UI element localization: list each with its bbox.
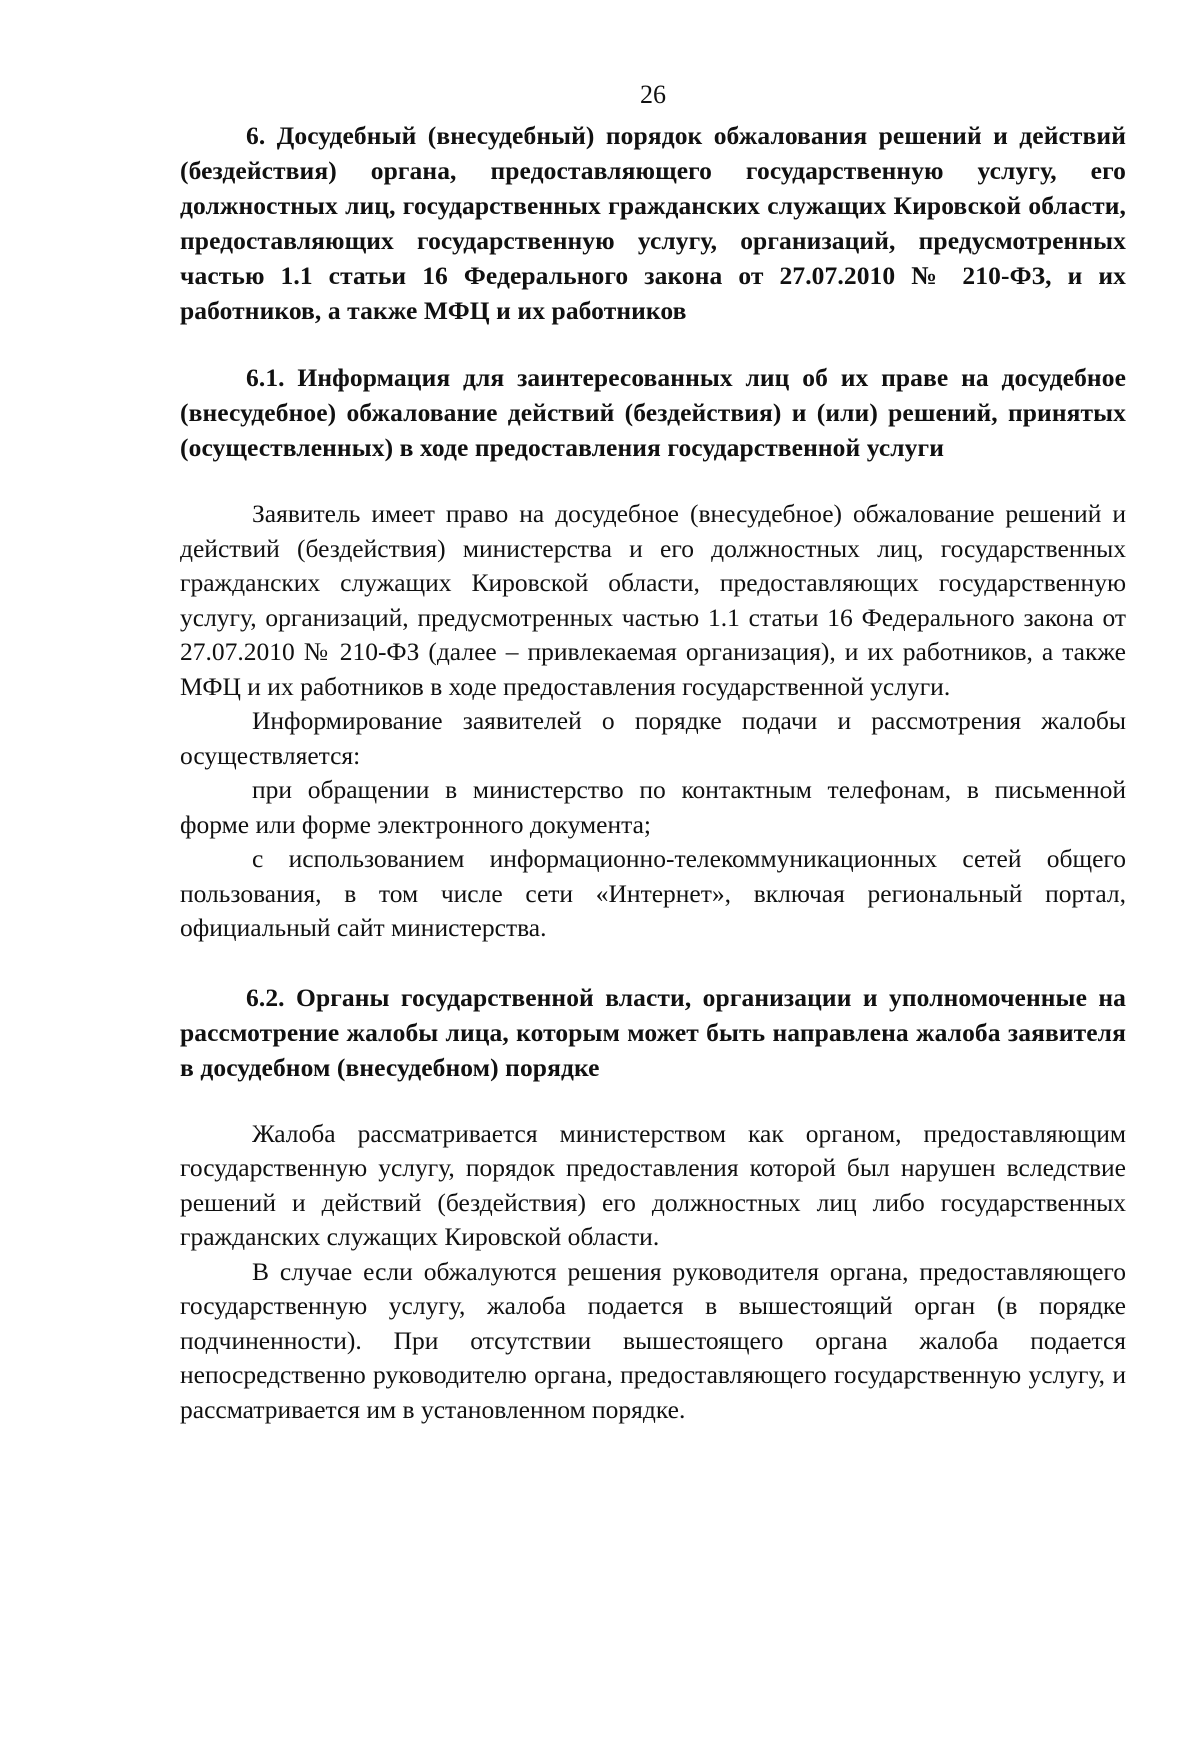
page-number: 26 bbox=[640, 80, 666, 109]
section-6-2-heading: 6.2. Органы государственной власти, организации и уполномоченные на рассмотрение жалобы лица, которым может быть направлена жалоба заявителя в досудебном (внесудебном) порядке bbox=[180, 982, 1126, 1082]
section-6-heading: 6. Досудебный (внесудебный) порядок обжалования решений и действий (бездействия) органа, предоставляющего государственную услугу, его должностных лиц, государственных гражданских служащих Кировской области, предоставляющих государственную услугу, организаций, предусмотренных частью 1.1 статьи 16 Федерального закона от 27.07.2010 № 210-ФЗ, и их работников, а также МФЦ и их работников bbox=[180, 121, 1126, 325]
section-6-1-paragraph-4: с использованием информационно-телекоммуникационных сетей общего пользования, в том числе сети «Интернет», включая региональный портал, официальный сайт министерства. bbox=[180, 844, 1126, 942]
section-6-2-paragraph-2: В случае если обжалуются решения руководителя органа, предоставляющего государственную услугу, жалоба подается в вышестоящий орган (в порядке подчиненности). При отсутствии вышестоящего органа жалоба подается непосредственно руководителю органа, предоставляющего государственную услугу, и рассматривается им в установленном порядке. bbox=[180, 1256, 1126, 1424]
section-spacer bbox=[180, 946, 1126, 980]
section-6-1-heading: 6.1. Информация для заинтересованных лиц об их праве на досудебное (внесудебное) обжалование действий (бездействия) и (или) решений, принятых (осуществленных) в ходе предоставления государственной услуги bbox=[180, 363, 1126, 462]
section-6-1-paragraph-2: Информирование заявителей о порядке подачи и рассмотрения жалобы осуществляется: bbox=[180, 706, 1126, 770]
document-page bbox=[180, 78, 1126, 1427]
section-6-2-paragraph-1: Жалоба рассматривается министерством как органом, предоставляющим государственную услугу, порядок предоставления которой был нарушен вследствие решений и действий (бездействия) его должностных лиц либо государственных гражданских служащих Кировской области. bbox=[180, 1118, 1126, 1251]
section-6-1-paragraph-3: при обращении в министерство по контактным телефонам, в письменной форме или форме электронного документа; bbox=[180, 775, 1126, 839]
section-6-1-paragraph-1: Заявитель имеет право на досудебное (внесудебное) обжалование решений и действий (бездействия) министерства и его должностных лиц, государственных гражданских служащих Кировской области, предоставляющих государственную услугу, организаций, предусмотренных частью 1.1 статьи 16 Федерального закона от 27.07.2010 № 210-ФЗ (далее – привлекаемая организация), и их работников, а также МФЦ и их работников в ходе предоставления государственной услуги. bbox=[180, 499, 1126, 701]
